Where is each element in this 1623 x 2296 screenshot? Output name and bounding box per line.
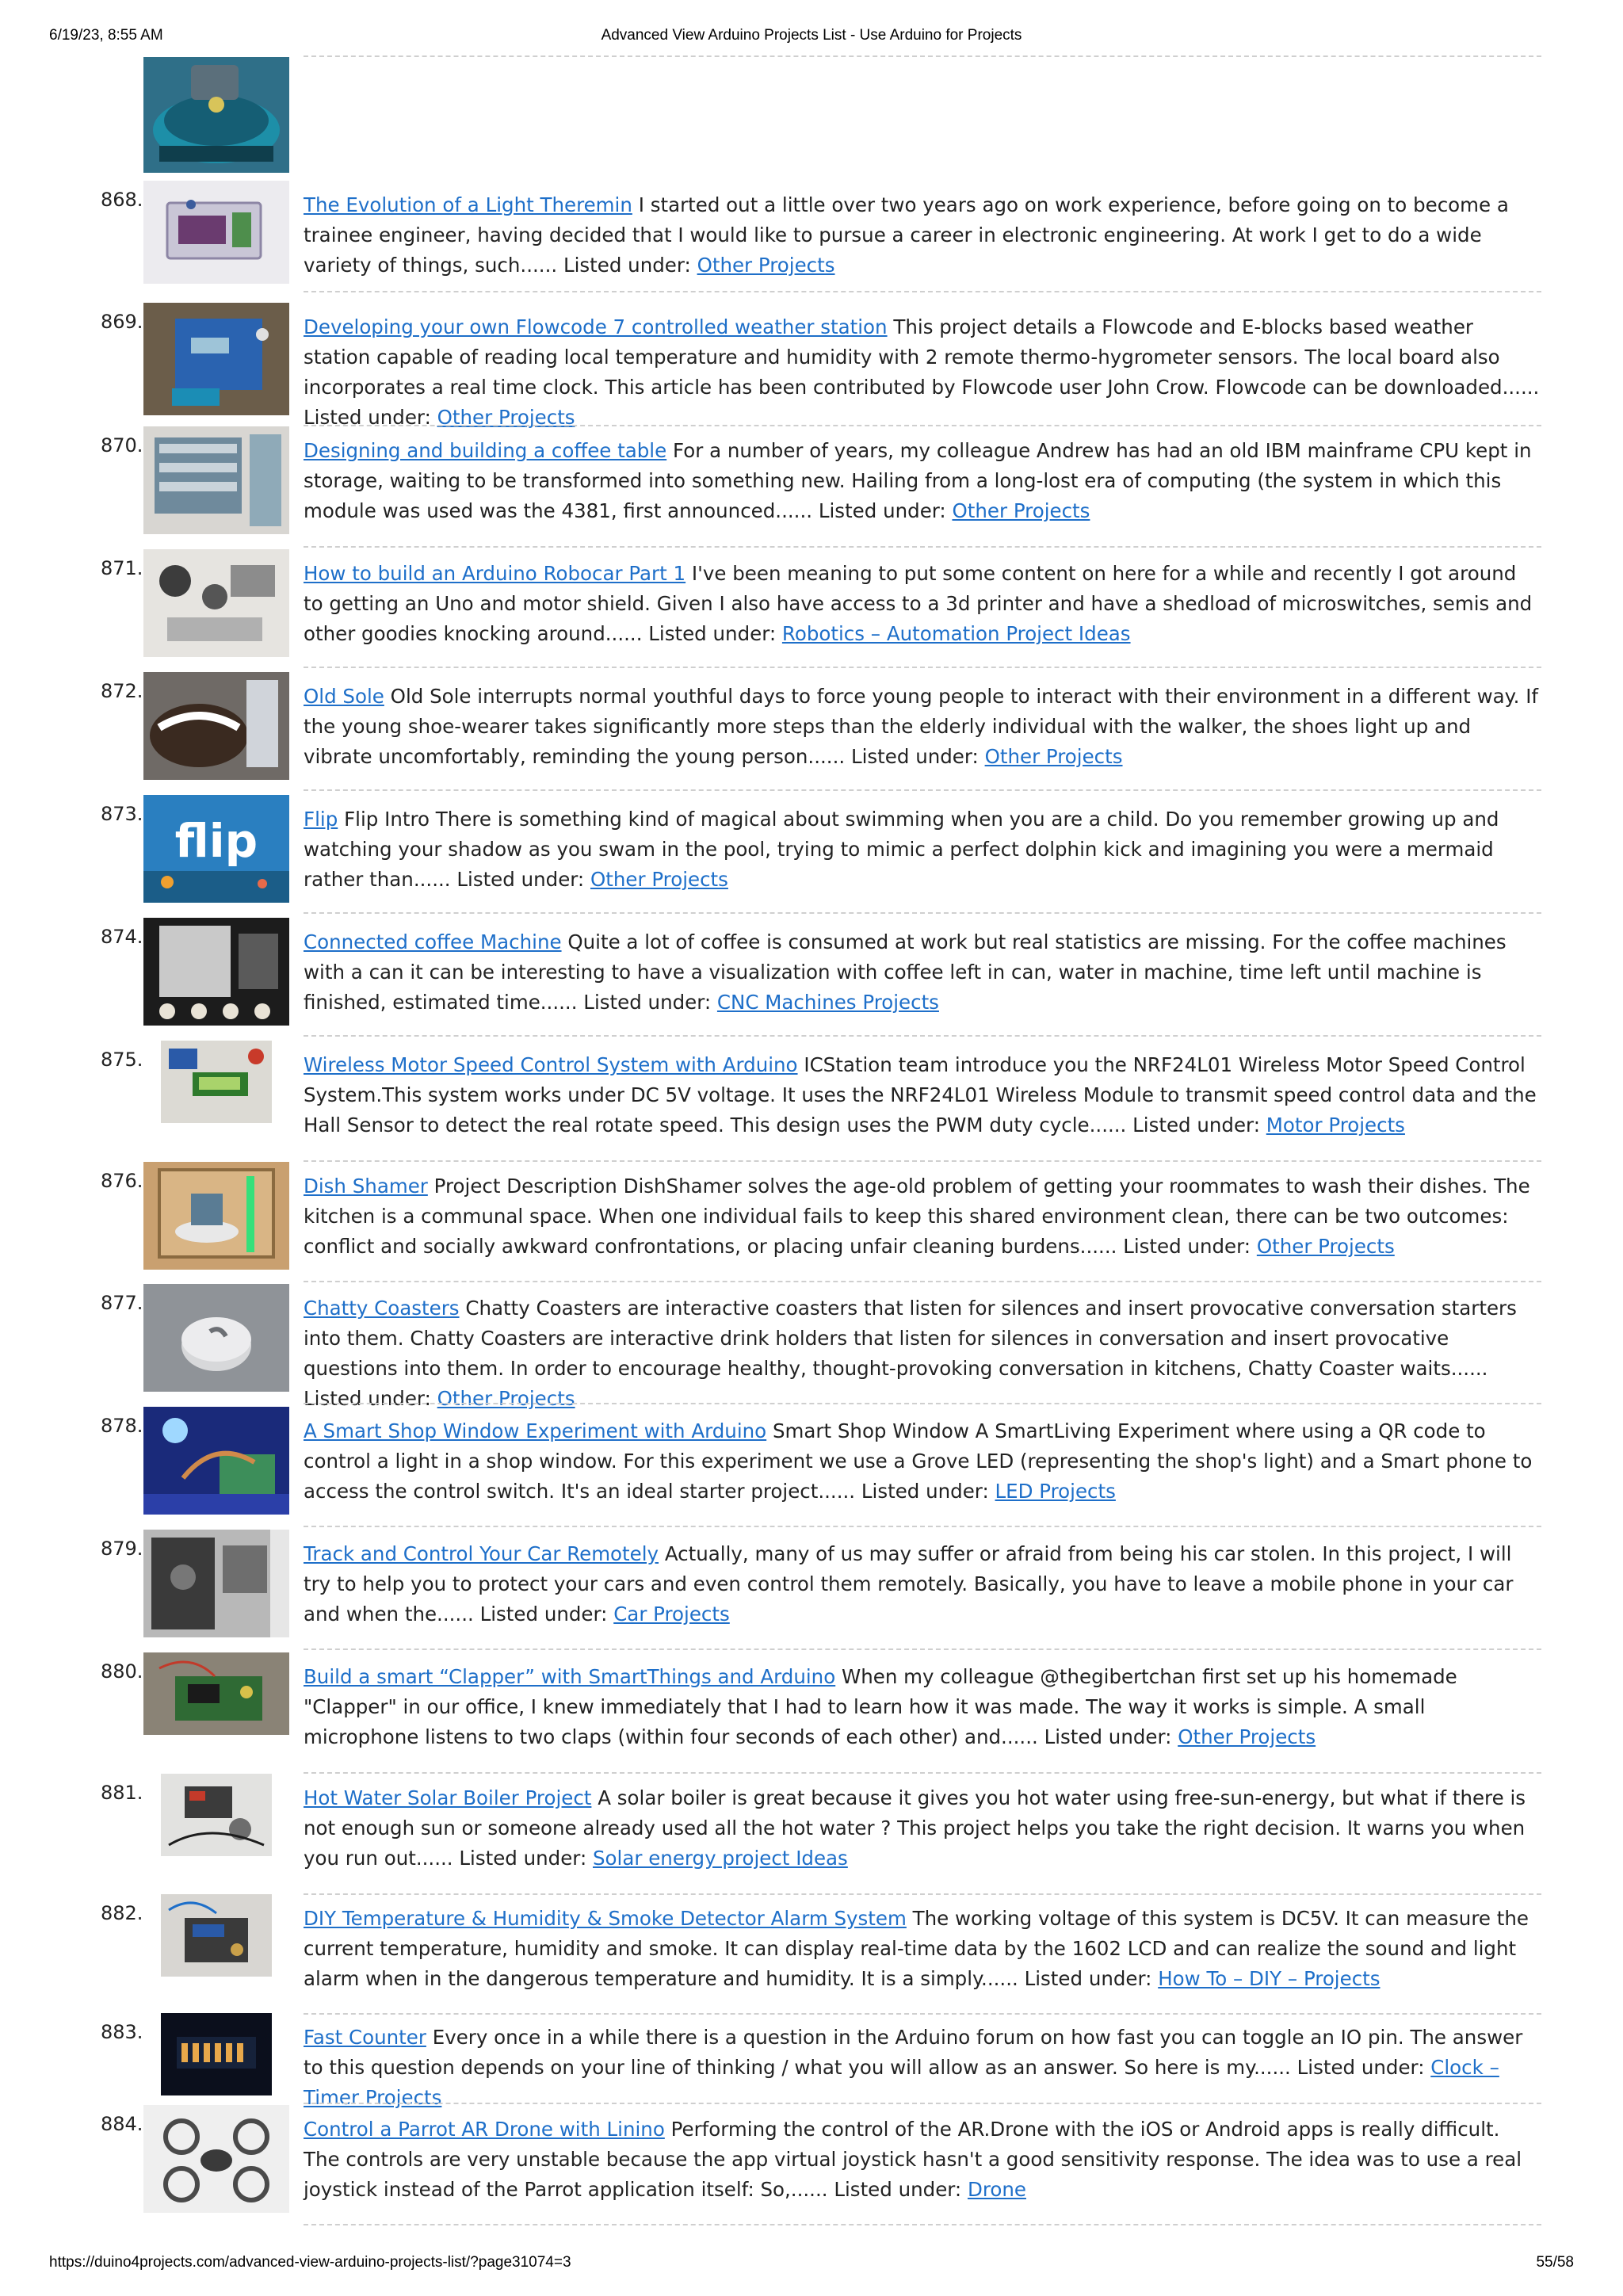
divider xyxy=(304,425,1541,426)
project-link[interactable]: Designing and building a coffee table xyxy=(304,439,667,462)
dish-shamer-thumbnail[interactable] xyxy=(143,1162,289,1270)
project-description: Actually, many of us may suffer or afraid from being his car stolen. In this project, I will try to help you to protect your cars and even control them remotely. Basically, you have to leave a mobile phone in your car and when the...... xyxy=(304,1542,1514,1626)
project-link[interactable]: DIY Temperature & Humidity & Smoke Detector Alarm System xyxy=(304,1907,907,1930)
item-text xyxy=(304,1539,1541,1629)
project-description: Chatty Coasters are interactive coasters that listen for silences and insert provocative conversation starters into them. Chatty Coasters are interactive drink holders that listen for silences in conversation and insert provocative questions into them. In order to encourage healthy, thought-provoking conversation in kitchens, Chatty Coaster waits...... xyxy=(304,1297,1517,1380)
item-number: 880. xyxy=(101,1660,143,1683)
listed-under-label: Listed under: xyxy=(304,1387,431,1410)
category-link[interactable]: Other Projects xyxy=(1178,1725,1316,1748)
coffee-table-thumbnail[interactable] xyxy=(143,426,289,534)
divider xyxy=(304,546,1541,548)
shoe-thumbnail[interactable] xyxy=(143,672,289,780)
listed-under-label: Listed under: xyxy=(834,2178,962,2201)
project-description: Project Description DishShamer solves the age-old problem of getting your roommates to wash their dishes. The kitchen is a communal space. When one individual fails to keep this shared environment clean, there can be two outcomes: conflict and socially awkward confrontations, or placing unfair cleaning burdens...... xyxy=(304,1175,1530,1258)
project-link[interactable]: Track and Control Your Car Remotely xyxy=(304,1542,659,1565)
project-link[interactable]: The Evolution of a Light Theremin xyxy=(304,193,632,216)
listed-under-label: Listed under: xyxy=(850,745,979,768)
category-link[interactable]: Other Projects xyxy=(952,499,1090,522)
listed-under-label: Listed under: xyxy=(304,406,431,429)
project-description: This project details a Flowcode and E-blocks based weather station capable of reading local temperature and humidity with 2 remote thermo-hygrometer sensors. The local board also incorporates a real time clock. This article has been contributed by Flowcode user John Crow. Flowcode can be downloaded...... xyxy=(304,315,1540,399)
item-number: 871. xyxy=(101,557,143,579)
category-link[interactable]: Motor Projects xyxy=(1266,1114,1405,1137)
category-link[interactable]: CNC Machines Projects xyxy=(716,991,939,1014)
item-text xyxy=(304,1171,1541,1262)
project-link[interactable]: Chatty Coasters xyxy=(304,1297,460,1320)
item-text xyxy=(304,1904,1541,1994)
divider xyxy=(304,2224,1541,2225)
listed-under-label: Listed under: xyxy=(648,622,777,645)
item-number: 875. xyxy=(101,1049,143,1071)
listed-under-label: Listed under: xyxy=(1024,1967,1152,1990)
divider xyxy=(304,789,1541,791)
category-link[interactable]: Other Projects xyxy=(1256,1235,1395,1258)
project-link[interactable]: Developing your own Flowcode 7 controlled weather station xyxy=(304,315,888,338)
category-link[interactable]: Other Projects xyxy=(984,745,1123,768)
item-text xyxy=(304,436,1541,526)
item-number: 879. xyxy=(101,1538,143,1560)
category-link[interactable]: Car Projects xyxy=(613,1603,730,1626)
divider xyxy=(304,2013,1541,2015)
item-text xyxy=(304,804,1541,895)
divider xyxy=(304,1648,1541,1650)
divider xyxy=(304,1403,1541,1404)
category-link[interactable]: Solar energy project Ideas xyxy=(593,1847,848,1870)
listed-under-label: Listed under: xyxy=(861,1480,989,1503)
item-number: 882. xyxy=(101,1902,143,1924)
project-link[interactable]: Old Sole xyxy=(304,685,384,708)
item-number: 877. xyxy=(101,1292,143,1314)
category-link[interactable]: How To – DIY – Projects xyxy=(1158,1967,1381,1990)
coaster-thumbnail[interactable] xyxy=(143,1284,289,1392)
project-description: Smart Shop Window A SmartLiving Experiment where using a QR code to control a light in a shop window. For this experiment we use a Grove LED (representing the shop's light) and a Smart phone to access the control switch. It's an ideal starter project...... xyxy=(304,1419,1533,1503)
divider xyxy=(304,1526,1541,1527)
project-description: I've been meaning to put some content on here for a while and recently I got around to getting an Uno and motor shield. Given I also have access to a 3d printer and have a shedload of microswitches, semis and other goodies knocking around...... xyxy=(304,562,1533,645)
page-number: 55/58 xyxy=(1536,2254,1574,2271)
listed-under-label: Listed under: xyxy=(818,499,946,522)
category-link[interactable]: Clock – Timer Projects xyxy=(304,2056,1499,2109)
svg-text:flip: flip xyxy=(174,814,258,868)
project-link[interactable]: A Smart Shop Window Experiment with Arduino xyxy=(304,1419,767,1442)
project-description: A solar boiler is great because it gives you hot water using free-sun-energy, but what if there is not enough sun or someone already used all the hot water ? This project helps you take the right decision. It warns you when you run out...... xyxy=(304,1786,1526,1870)
listed-under-label: Listed under: xyxy=(459,1847,587,1870)
listed-under-label: Listed under: xyxy=(1044,1725,1172,1748)
project-link[interactable]: Fast Counter xyxy=(304,2026,426,2049)
project-description: Every once in a while there is a question in the Arduino forum on how fast you can toggle an IO pin. The answer to this question depends on your line of thinking / what you will allow as an answer. So here is my...... xyxy=(304,2026,1523,2079)
listed-under-label: Listed under: xyxy=(1132,1114,1260,1137)
item-number: 883. xyxy=(101,2021,143,2043)
flip-logo-thumbnail[interactable] xyxy=(143,795,289,903)
project-link[interactable]: Dish Shamer xyxy=(304,1175,428,1198)
category-link[interactable]: Other Projects xyxy=(590,868,728,891)
item-text xyxy=(304,927,1541,1018)
item-number: 884. xyxy=(101,2113,143,2135)
category-link[interactable]: LED Projects xyxy=(995,1480,1116,1503)
listed-under-label: Listed under: xyxy=(1123,1235,1251,1258)
coffee-machine-thumbnail[interactable] xyxy=(143,918,289,1026)
category-link[interactable]: Robotics – Automation Project Ideas xyxy=(781,622,1131,645)
project-link[interactable]: How to build an Arduino Robocar Part 1 xyxy=(304,562,686,585)
project-link[interactable]: Connected coffee Machine xyxy=(304,930,562,953)
project-description: Quite a lot of coffee is consumed at work but real statistics are missing. For the coffee machines with a can it can be interesting to have a visualization with coffee left in can, water in machine, time left until machine is finished, estimated time...... xyxy=(304,930,1507,1014)
car-tracker-thumbnail[interactable] xyxy=(143,1530,289,1637)
project-description: Performing the control of the AR.Drone with the iOS or Android apps is really difficult. The controls are very unstable because the app virtual joystick hasn't a good sensitivity response. The idea was to use a real joystick instead of the Parrot application itself: So,...... xyxy=(304,2118,1522,2201)
print-date: 6/19/23, 8:55 AM xyxy=(49,27,163,44)
divider xyxy=(304,1035,1541,1037)
project-description: The working voltage of this system is DC5V. It can measure the current temperature, humidity and smoke. It can display real-time data by the 1602 LCD and can realize the sound and light alarm when in the dangerous temperature and humidity. It is a simply...... xyxy=(304,1907,1529,1990)
item-text xyxy=(304,1783,1541,1874)
print-page-title: Advanced View Arduino Projects List - Use Arduino for Projects xyxy=(601,27,1022,44)
project-description: For a number of years, my colleague Andrew has had an old IBM mainframe CPU kept in storage, waiting to be transformed into something new. Hailing from a long-lost era of computing (the system in which this module was used was the 4381, first announced...... xyxy=(304,439,1532,522)
item-text xyxy=(304,312,1541,433)
weather-station-thumbnail[interactable] xyxy=(143,303,289,415)
motor-control-thumbnail[interactable] xyxy=(161,1041,272,1123)
item-text xyxy=(304,1050,1541,1140)
item-text xyxy=(304,1293,1541,1414)
clapper-thumbnail[interactable] xyxy=(143,1652,289,1735)
item-number: 872. xyxy=(101,680,143,702)
project-link[interactable]: Flip xyxy=(304,808,338,831)
project-link[interactable]: Wireless Motor Speed Control System with Arduino xyxy=(304,1053,798,1076)
item-number: 868. xyxy=(101,189,143,211)
item-number: 874. xyxy=(101,926,143,948)
project-description: When my colleague @thegibertchan first set up his homemade "Clapper" in our office, I knew immediately that I had to learn how it was made. The way it works is simple. A small microphone listens to two claps (within four seconds of each other) and...... xyxy=(304,1665,1457,1748)
item-number: 869. xyxy=(101,311,143,333)
drone-thumbnail[interactable] xyxy=(143,2105,289,2213)
project-link[interactable]: Build a smart “Clapper” with SmartThings and Arduino xyxy=(304,1665,836,1688)
divider xyxy=(304,1160,1541,1162)
divider xyxy=(304,55,1541,57)
divider xyxy=(304,667,1541,668)
item-number: 876. xyxy=(101,1170,143,1192)
listed-under-label: Listed under: xyxy=(1296,2056,1425,2079)
project-description: I started out a little over two years ago on work experience, before going on to become a trainee engineer, having decided that I would like to pursue a career in electronic engineering. At work I get to do a wide variety of things, such...... xyxy=(304,193,1509,277)
page-url: https://duino4projects.com/advanced-view-arduino-projects-list/?page31074=3 xyxy=(49,2254,571,2271)
item-text xyxy=(304,190,1541,281)
item-number: 870. xyxy=(101,434,143,457)
print-header xyxy=(49,27,1574,51)
fast-counter-thumbnail[interactable] xyxy=(161,2013,272,2095)
item-text xyxy=(304,2115,1541,2205)
project-description: ICStation team introduce you the NRF24L01 Wireless Motor Speed Control System.This system works under DC 5V voltage. It uses the NRF24L01 Wireless Module to transmit speed control data and the Hall Sensor to detect the real rotate speed. This design uses the PWM duty cycle...... xyxy=(304,1053,1537,1137)
listed-under-label: Listed under: xyxy=(583,991,712,1014)
divider xyxy=(304,912,1541,914)
category-link[interactable]: Other Projects xyxy=(437,1387,575,1410)
theremin-thumbnail[interactable] xyxy=(143,181,289,284)
robot-thumbnail[interactable] xyxy=(143,57,289,173)
divider xyxy=(304,1772,1541,1774)
divider xyxy=(304,1281,1541,1282)
listed-under-label: Listed under: xyxy=(563,254,691,277)
project-description: Old Sole interrupts normal youthful days to force young people to interact with their environment in a different way. If the young shoe-wearer takes significantly more steps than the elderly individual with the walker, the shoes light up and vibrate uncomfortably, reminding the young person...... xyxy=(304,685,1539,768)
smoke-detector-thumbnail[interactable] xyxy=(161,1894,272,1977)
item-number: 873. xyxy=(101,803,143,825)
item-text xyxy=(304,1416,1541,1507)
item-text xyxy=(304,1662,1541,1752)
project-description: Flip Intro There is something kind of magical about swimming when you are a child. Do you remember growing up and watching your shadow as you swam in the pool, trying to mimic a perfect dolphin kick and imagining you were a mermaid rather than...... xyxy=(304,808,1499,891)
divider xyxy=(304,1893,1541,1895)
item-number: 881. xyxy=(101,1782,143,1804)
category-link[interactable]: Other Projects xyxy=(437,406,575,429)
divider xyxy=(304,291,1541,292)
shop-window-thumbnail[interactable] xyxy=(143,1407,289,1515)
item-text xyxy=(304,2023,1541,2113)
listed-under-label: Listed under: xyxy=(456,868,585,891)
category-link[interactable]: Other Projects xyxy=(697,254,835,277)
item-text xyxy=(304,682,1541,772)
item-text xyxy=(304,559,1541,649)
project-link[interactable]: Hot Water Solar Boiler Project xyxy=(304,1786,592,1809)
divider xyxy=(304,2103,1541,2104)
listed-under-label: Listed under: xyxy=(479,1603,608,1626)
print-footer xyxy=(49,2254,1574,2278)
robocar-thumbnail[interactable] xyxy=(143,549,289,657)
solar-boiler-thumbnail[interactable] xyxy=(161,1774,272,1856)
project-link[interactable]: Control a Parrot AR Drone with Linino xyxy=(304,2118,665,2141)
category-link[interactable]: Drone xyxy=(967,2178,1026,2201)
item-number: 878. xyxy=(101,1415,143,1437)
